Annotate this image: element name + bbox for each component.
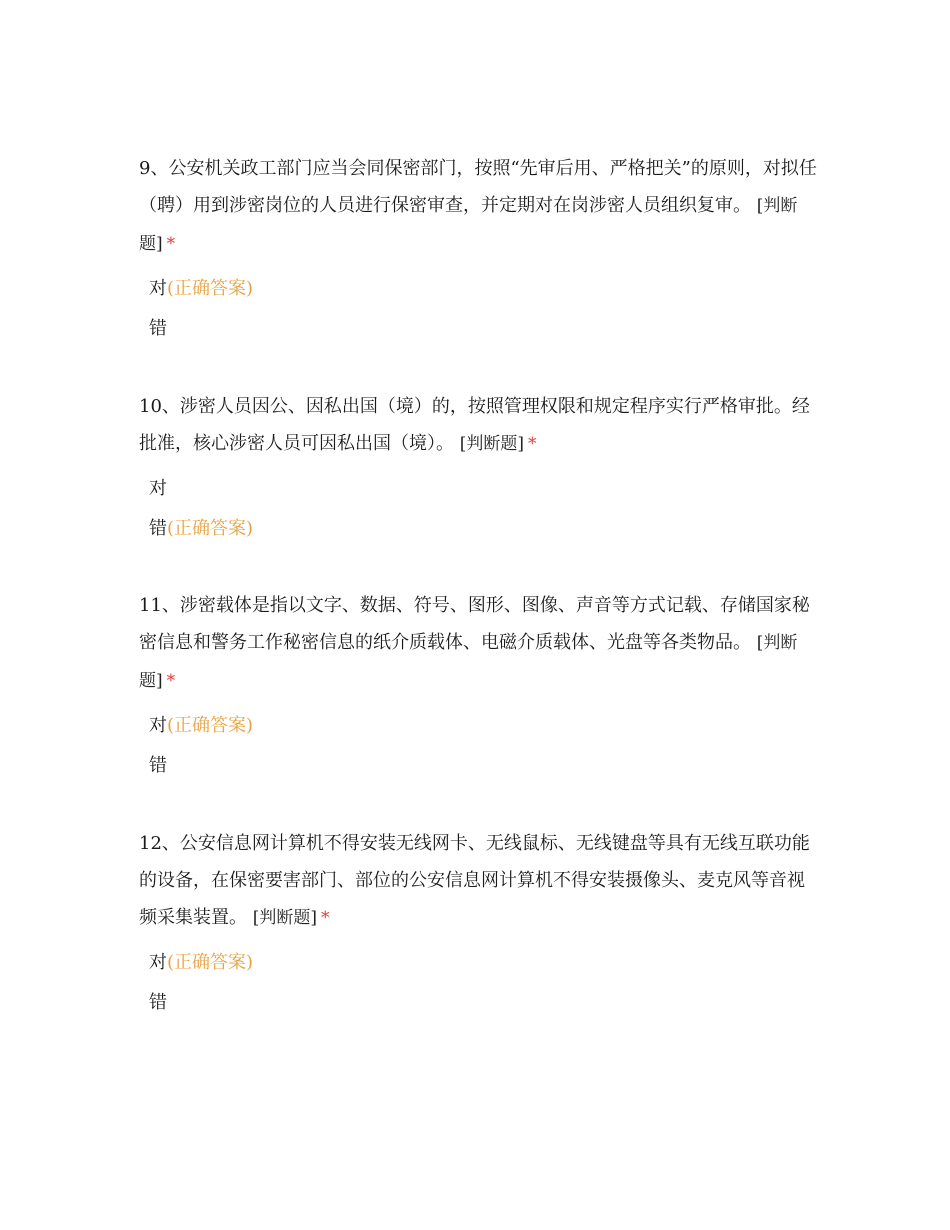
option-label: 对 bbox=[149, 478, 167, 499]
correct-answer-tag: (正确答案) bbox=[167, 518, 254, 539]
question-12 bbox=[139, 825, 819, 1023]
question-text bbox=[139, 825, 819, 937]
correct-answer-tag: (正确答案) bbox=[167, 952, 254, 973]
option-false[interactable] bbox=[149, 309, 819, 349]
option-label: 对 bbox=[149, 715, 167, 736]
option-true[interactable] bbox=[149, 943, 819, 983]
question-body: 11、涉密载体是指以文字、数据、符号、图形、图像、声音等方式记载、存储国家秘密信息和警务工作秘密信息的纸介质载体、电磁介质载体、光盘等各类物品。 bbox=[139, 595, 810, 653]
question-type-label: [判断题] bbox=[139, 633, 798, 691]
question-text bbox=[139, 587, 819, 700]
option-label: 对 bbox=[149, 952, 167, 973]
question-body: 10、涉密人员因公、因私出国（境）的，按照管理权限和规定程序实行严格审批。经批准，核心涉密人员可因私出国（境）。 bbox=[139, 396, 810, 454]
required-asterisk: * bbox=[321, 908, 330, 928]
option-false[interactable] bbox=[149, 746, 819, 786]
options-list bbox=[139, 269, 819, 349]
correct-answer-tag: (正确答案) bbox=[167, 278, 254, 299]
options-list bbox=[139, 469, 819, 549]
option-label: 错 bbox=[149, 318, 167, 339]
question-type-label: [判断题] bbox=[252, 908, 317, 928]
option-label: 对 bbox=[149, 278, 167, 299]
question-body: 12、公安信息网计算机不得安装无线网卡、无线鼠标、无线键盘等具有无线互联功能的设备，在保密要害部门、部位的公安信息网计算机不得安装摄像头、麦克风等音视频采集装置。 bbox=[139, 833, 810, 928]
required-asterisk: * bbox=[166, 234, 176, 254]
option-true[interactable] bbox=[149, 469, 819, 509]
option-label: 错 bbox=[149, 518, 167, 539]
correct-answer-tag: (正确答案) bbox=[167, 715, 254, 736]
option-label: 错 bbox=[149, 992, 167, 1013]
options-list bbox=[139, 706, 819, 786]
option-false[interactable] bbox=[149, 983, 819, 1023]
question-text bbox=[139, 150, 819, 263]
option-label: 错 bbox=[149, 755, 167, 776]
question-text bbox=[139, 388, 819, 463]
option-true[interactable] bbox=[149, 706, 819, 746]
question-11 bbox=[139, 587, 819, 786]
required-asterisk: * bbox=[528, 434, 537, 454]
options-list bbox=[139, 943, 819, 1023]
question-type-label: [判断题] bbox=[459, 434, 524, 454]
question-body: 9、公安机关政工部门应当会同保密部门，按照“先审后用、严格把关”的原则，对拟任（聘）用到涉密岗位的人员进行保密审查，并定期对在岗涉密人员组织复审。 bbox=[139, 158, 817, 216]
question-type-label: [判断题] bbox=[139, 196, 798, 254]
question-9 bbox=[139, 150, 819, 349]
option-true[interactable] bbox=[149, 269, 819, 309]
option-false[interactable] bbox=[149, 509, 819, 549]
question-10 bbox=[139, 388, 819, 549]
required-asterisk: * bbox=[166, 671, 176, 691]
